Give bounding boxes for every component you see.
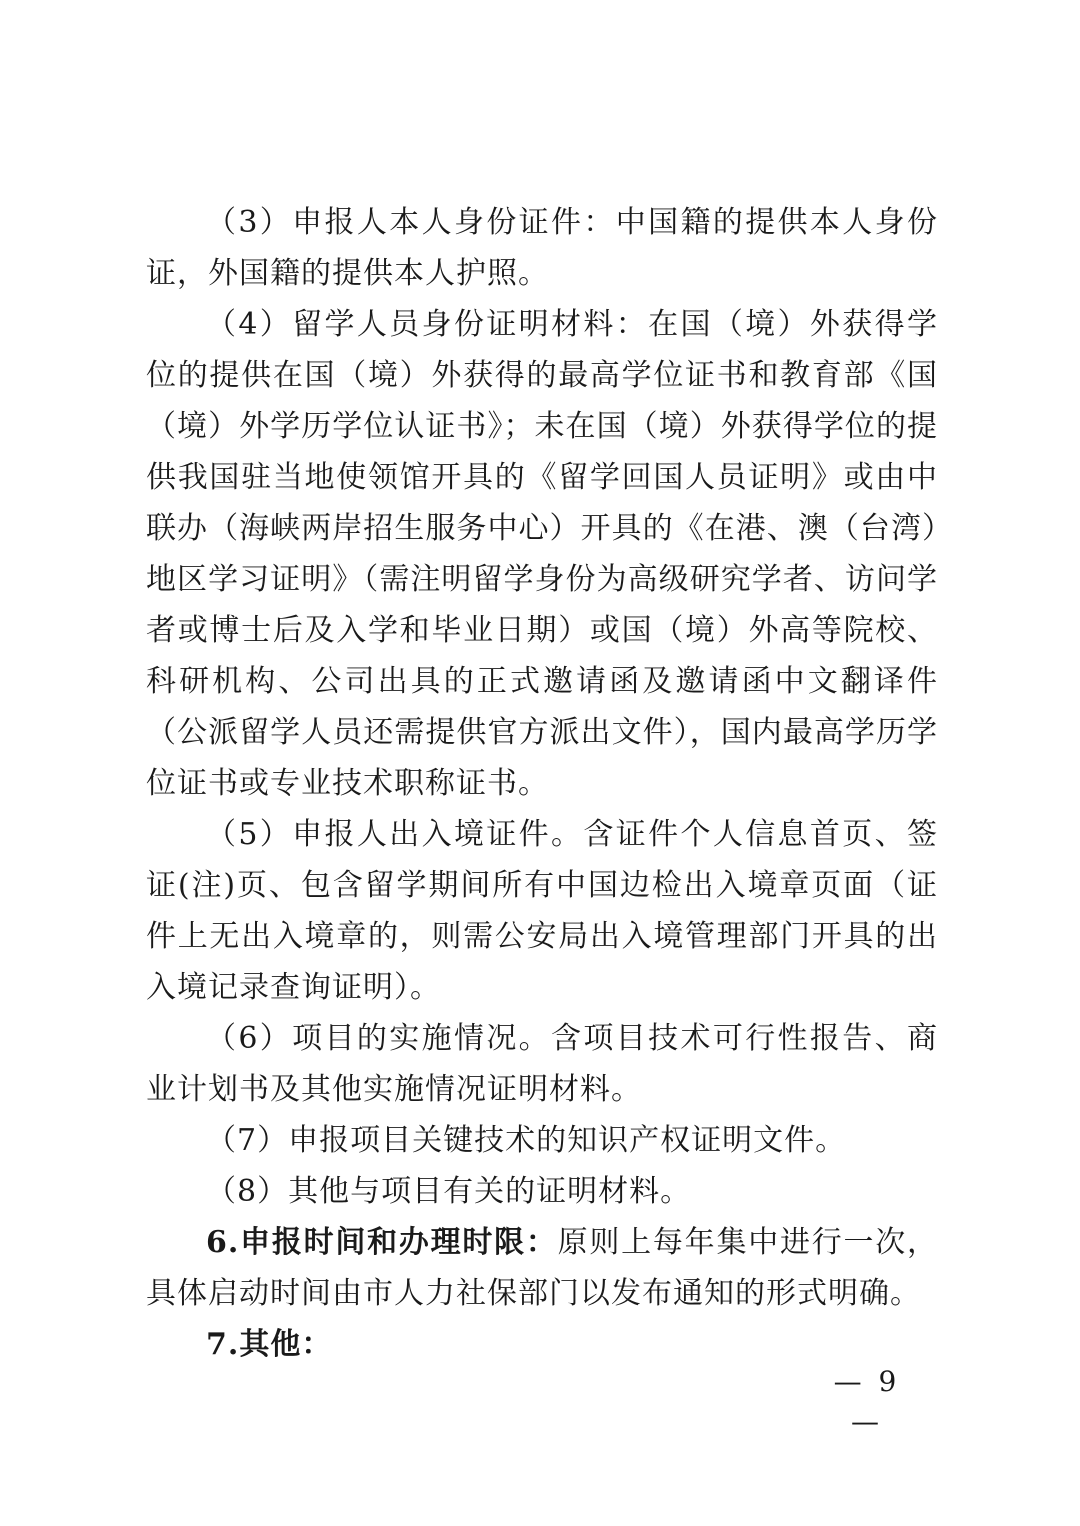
paragraph-item-5: （5）申报人出入境证件。含证件个人信息首页、签证(注)页、包含留学期间所有中国边检出入境章页面（证件上无出入境章的，则需公安局出入境管理部门开具的出入境记录查询证明）。 (146, 817, 938, 1005)
section-6-body: 原则上每年集中进行一次，具体启动时间由市人力社保部门以发布通知的形式明确。 (146, 1225, 938, 1311)
paragraph-item-4: （4）留学人员身份证明材料：在国（境）外获得学位的提供在国（境）外获得的最高学位证书和教育部《国（境）外学历学位认证书》；未在国（境）外获得学位的提供我国驻当地使领馆开具的《留学回国人员证明》或由中联办（海峡两岸招生服务中心）开具的《在港、澳（台湾）地区学习证明》（需注明留学身份为高级研究学者、访问学者或博士后及入学和毕业日期）或国（境）外高等院校、科研机构、公司出具的正式邀请函及邀请函中文翻译件（公派留学人员还需提供官方派出文件），国内最高学历学位证书或专业技术职称证书。 (146, 307, 938, 801)
page-number: — 9 — (833, 1365, 901, 1438)
document-body (146, 197, 938, 1370)
section-6-heading: 6.申报时间和办理时限： (206, 1225, 558, 1260)
section-6-paragraph (146, 1217, 938, 1319)
paragraph-item-3: （3）申报人本人身份证件：中国籍的提供本人身份证，外国籍的提供本人护照。 (146, 205, 938, 291)
paragraph-item-7: （7）申报项目关键技术的知识产权证明文件。 (206, 1123, 847, 1158)
section-7-heading: 7.其他： (206, 1327, 333, 1362)
paragraph-item-8: （8）其他与项目有关的证明材料。 (206, 1174, 692, 1209)
paragraph-item-6: （6）项目的实施情况。含项目技术可行性报告、商业计划书及其他实施情况证明材料。 (146, 1021, 938, 1107)
